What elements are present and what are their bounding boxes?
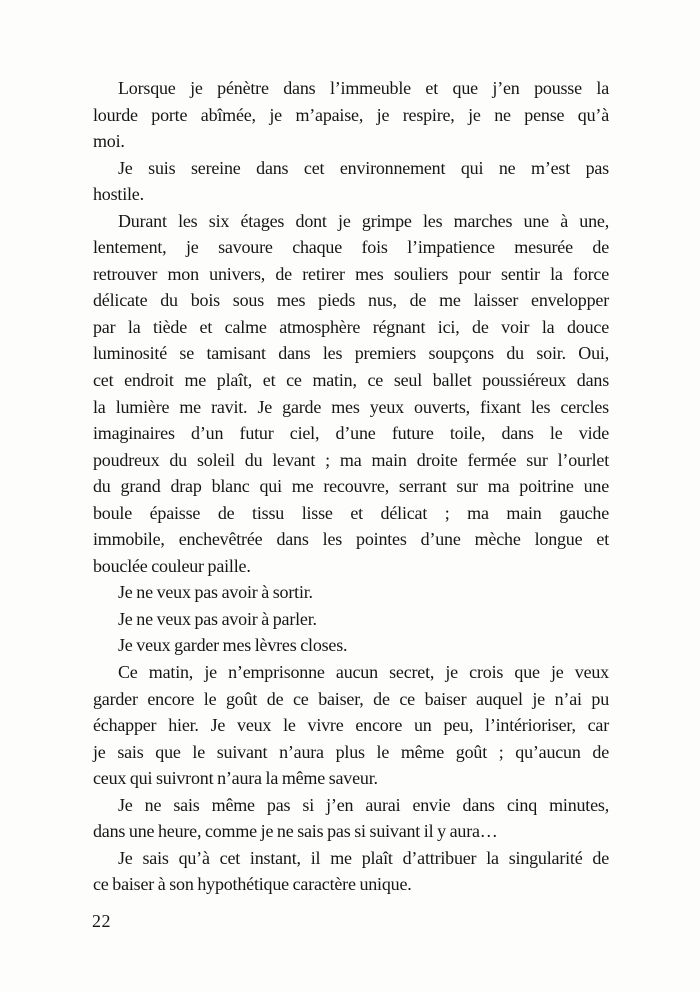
text-line: boule épaisse de tissu lisse et délicat ; ma main gauche <box>93 502 609 523</box>
text-line: Ce matin, je n’emprisonne aucun secret, je crois que je veux <box>118 662 609 683</box>
text-line: ce baiser à son hypothétique caractère unique. <box>93 874 412 895</box>
text-line: cet endroit me plaît, et ce matin, ce seul ballet poussiéreux dans <box>93 370 609 391</box>
text-line: du grand drap blanc qui me recouvre, serrant sur ma poitrine une <box>93 476 609 497</box>
paragraph <box>93 155 609 208</box>
text-line: poudreux du soleil du levant ; ma main droite fermée sur l’ourlet <box>93 449 609 470</box>
text-line: hostile. <box>93 184 144 205</box>
text-line: Je suis sereine dans cet environnement qui ne m’est pas <box>118 157 609 178</box>
text-line: Je ne sais même pas si j’en aurai envie dans cinq minutes, <box>118 794 609 815</box>
text-line: luminosité se tamisant dans les premiers soupçons du soir. Oui, <box>93 343 609 364</box>
text-line: Lorsque je pénètre dans l’immeuble et que j’en pousse la <box>118 78 609 98</box>
text-line: la lumière me ravit. Je garde mes yeux ouverts, fixant les cercles <box>93 396 609 417</box>
text-line: moi. <box>93 131 125 152</box>
page-number: 22 <box>92 911 111 931</box>
paragraph <box>93 75 609 155</box>
text-line: Je ne veux pas avoir à parler. <box>118 608 317 629</box>
text-line: Je veux garder mes lèvres closes. <box>118 635 348 656</box>
text-line: échapper hier. Je veux le vivre encore un peu, l’intérioriser, car <box>93 715 609 736</box>
paragraph <box>93 845 609 898</box>
paragraph <box>93 208 609 580</box>
text-line: ceux qui suivront n’aura la même saveur. <box>93 768 378 789</box>
paragraph <box>93 606 609 633</box>
paragraph <box>93 579 609 606</box>
text-line: dans une heure, comme je ne sais pas si suivant il y aura… <box>93 821 498 842</box>
text-line: par la tiède et calme atmosphère régnant ici, de voir la douce <box>93 316 609 337</box>
text-line: immobile, enchevêtrée dans les pointes d’une mèche longue et <box>93 529 609 550</box>
text-line: imaginaires d’un futur ciel, d’une future toile, dans le vide <box>93 423 609 444</box>
text-line: Je sais qu’à cet instant, il me plaît d’attribuer la singularité de <box>118 847 609 868</box>
paragraph <box>93 792 609 845</box>
text-line: Je ne veux pas avoir à sortir. <box>118 582 313 603</box>
text-block <box>93 75 609 898</box>
paragraph <box>93 659 609 792</box>
text-line: retrouver mon univers, de retirer mes souliers pour sentir la force <box>93 263 609 284</box>
text-line: lentement, je savoure chaque fois l’impatience mesurée de <box>93 237 609 258</box>
text-line: lourde porte abîmée, je m’apaise, je respire, je ne pense qu’à <box>93 104 609 125</box>
text-line: garder encore le goût de ce baiser, de ce baiser auquel je n’ai pu <box>93 688 609 709</box>
text-line: délicate du bois sous mes pieds nus, de me laisser envelopper <box>93 290 609 311</box>
text-line: bouclée couleur paille. <box>93 555 251 576</box>
paragraph <box>93 632 609 659</box>
text-line: Durant les six étages dont je grimpe les marches une à une, <box>118 210 609 231</box>
text-line: je sais que le suivant n’aura plus le même goût ; qu’aucun de <box>93 741 609 762</box>
